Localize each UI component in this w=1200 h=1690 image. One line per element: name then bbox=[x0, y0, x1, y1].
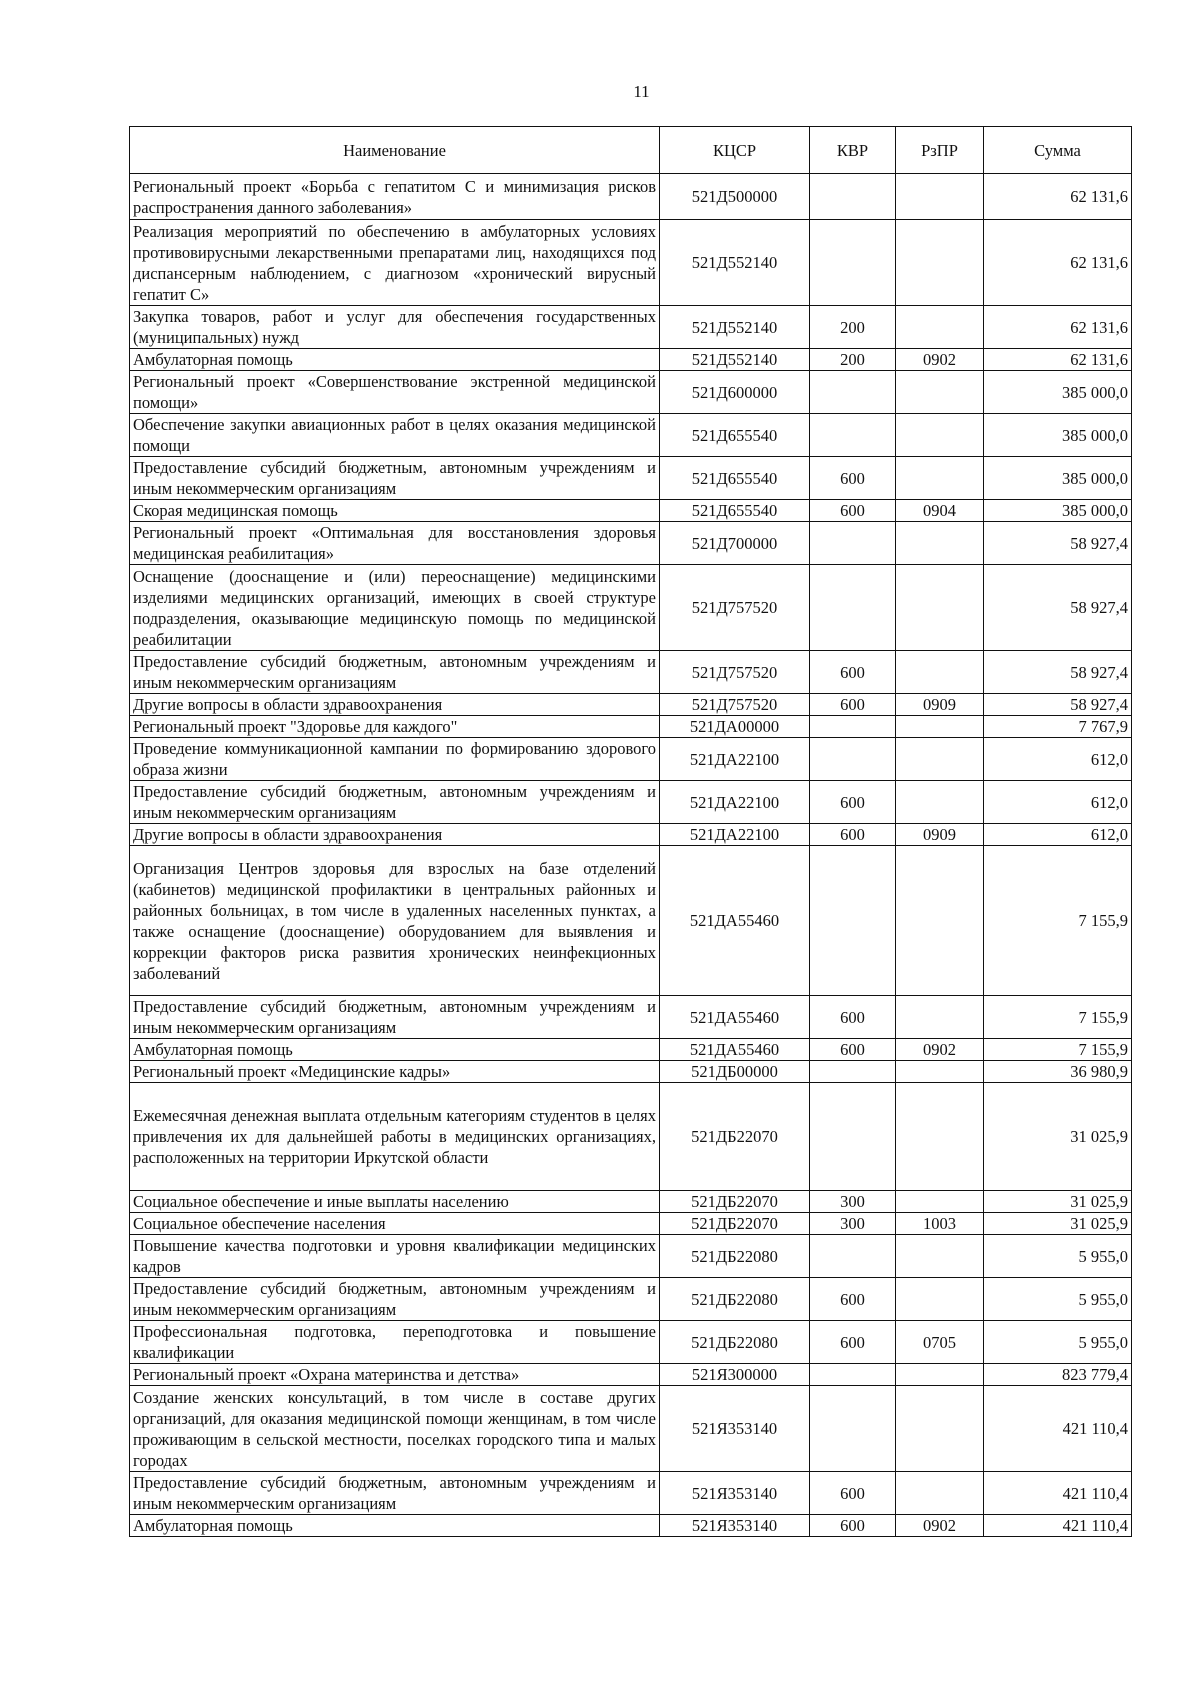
cell-code: 521ДБ00000 bbox=[660, 1061, 810, 1083]
page-number: 11 bbox=[633, 82, 650, 101]
cell-kvr: 600 bbox=[810, 694, 896, 716]
cell-rzpr bbox=[896, 522, 984, 565]
cell-kvr bbox=[810, 1235, 896, 1278]
cell-rzpr bbox=[896, 174, 984, 220]
cell-sum: 62 131,6 bbox=[984, 306, 1132, 349]
cell-rzpr bbox=[896, 1472, 984, 1515]
cell-sum: 385 000,0 bbox=[984, 414, 1132, 457]
cell-code: 521ДА55460 bbox=[660, 996, 810, 1039]
table-row bbox=[130, 1061, 1132, 1083]
cell-sum: 62 131,6 bbox=[984, 349, 1132, 371]
cell-rzpr bbox=[896, 1278, 984, 1321]
cell-name: Ежемесячная денежная выплата отдельным категориям студентов в целях привлечения их для дальнейшей работы в медицинских организациях, расположенных на территории Иркутской области bbox=[130, 1083, 660, 1191]
table-row bbox=[130, 522, 1132, 565]
cell-sum: 7 155,9 bbox=[984, 1039, 1132, 1061]
cell-kvr: 600 bbox=[810, 457, 896, 500]
cell-sum: 421 110,4 bbox=[984, 1386, 1132, 1472]
cell-code: 521Я300000 bbox=[660, 1364, 810, 1386]
cell-kvr: 600 bbox=[810, 1515, 896, 1537]
table-row bbox=[130, 371, 1132, 414]
cell-name: Региональный проект «Оптимальная для восстановления здоровья медицинская реабилитация» bbox=[130, 522, 660, 565]
cell-name: Организация Центров здоровья для взрослых на базе отделений (кабинетов) медицинской профилактики в центральных районных и районных больницах, в том числе в удаленных населенных пунктах, а также оснащение (дооснащение) оборудованием для выявления и коррекции факторов риска развития хронических неинфекционных заболеваний bbox=[130, 846, 660, 996]
budget-table bbox=[129, 126, 1132, 1537]
cell-code: 521ДБ22070 bbox=[660, 1083, 810, 1191]
cell-name: Предоставление субсидий бюджетным, автономным учреждениям и иным некоммерческим организациям bbox=[130, 651, 660, 694]
cell-rzpr bbox=[896, 414, 984, 457]
table-row bbox=[130, 457, 1132, 500]
cell-sum: 612,0 bbox=[984, 824, 1132, 846]
cell-kvr: 300 bbox=[810, 1191, 896, 1213]
header-name: Наименование bbox=[130, 127, 660, 174]
cell-kvr: 600 bbox=[810, 500, 896, 522]
cell-sum: 5 955,0 bbox=[984, 1235, 1132, 1278]
cell-name: Социальное обеспечение и иные выплаты населению bbox=[130, 1191, 660, 1213]
cell-sum: 58 927,4 bbox=[984, 522, 1132, 565]
table-row bbox=[130, 651, 1132, 694]
cell-rzpr bbox=[896, 565, 984, 651]
cell-sum: 5 955,0 bbox=[984, 1278, 1132, 1321]
cell-kvr: 600 bbox=[810, 651, 896, 694]
cell-rzpr bbox=[896, 457, 984, 500]
cell-code: 521Я353140 bbox=[660, 1386, 810, 1472]
cell-kvr bbox=[810, 846, 896, 996]
cell-sum: 385 000,0 bbox=[984, 371, 1132, 414]
cell-name: Другие вопросы в области здравоохранения bbox=[130, 824, 660, 846]
cell-code: 521Я353140 bbox=[660, 1515, 810, 1537]
cell-rzpr bbox=[896, 371, 984, 414]
cell-name: Региональный проект «Борьба с гепатитом С и минимизация рисков распространения данного заболевания» bbox=[130, 174, 660, 220]
cell-rzpr bbox=[896, 996, 984, 1039]
cell-rzpr: 0909 bbox=[896, 824, 984, 846]
table-row bbox=[130, 500, 1132, 522]
cell-code: 521ДБ22080 bbox=[660, 1321, 810, 1364]
cell-kvr bbox=[810, 1083, 896, 1191]
cell-name: Другие вопросы в области здравоохранения bbox=[130, 694, 660, 716]
cell-rzpr bbox=[896, 220, 984, 306]
table-row bbox=[130, 1364, 1132, 1386]
cell-sum: 58 927,4 bbox=[984, 565, 1132, 651]
cell-code: 521Д655540 bbox=[660, 500, 810, 522]
cell-rzpr bbox=[896, 1364, 984, 1386]
cell-sum: 62 131,6 bbox=[984, 220, 1132, 306]
table-row bbox=[130, 1386, 1132, 1472]
cell-rzpr bbox=[896, 846, 984, 996]
cell-rzpr bbox=[896, 738, 984, 781]
cell-rzpr: 1003 bbox=[896, 1213, 984, 1235]
cell-name: Создание женских консультаций, в том числе в составе других организаций, для оказания медицинской помощи женщинам, в том числе проживающим в сельской местности, поселках городского типа и малых городах bbox=[130, 1386, 660, 1472]
cell-name: Региональный проект «Охрана материнства и детства» bbox=[130, 1364, 660, 1386]
cell-name: Региональный проект "Здоровье для каждого" bbox=[130, 716, 660, 738]
cell-rzpr bbox=[896, 1386, 984, 1472]
cell-kvr: 200 bbox=[810, 349, 896, 371]
cell-rzpr: 0904 bbox=[896, 500, 984, 522]
cell-code: 521Я353140 bbox=[660, 1472, 810, 1515]
cell-code: 521ДБ22070 bbox=[660, 1213, 810, 1235]
cell-name: Амбулаторная помощь bbox=[130, 1039, 660, 1061]
table-row bbox=[130, 781, 1132, 824]
cell-name: Региональный проект «Медицинские кадры» bbox=[130, 1061, 660, 1083]
cell-code: 521ДБ22080 bbox=[660, 1278, 810, 1321]
table-body bbox=[130, 174, 1132, 1537]
cell-code: 521Д757520 bbox=[660, 651, 810, 694]
cell-code: 521Д757520 bbox=[660, 694, 810, 716]
cell-kvr bbox=[810, 174, 896, 220]
table-row bbox=[130, 824, 1132, 846]
cell-rzpr bbox=[896, 651, 984, 694]
cell-code: 521Д600000 bbox=[660, 371, 810, 414]
cell-kvr: 200 bbox=[810, 306, 896, 349]
table-row bbox=[130, 414, 1132, 457]
cell-code: 521Д500000 bbox=[660, 174, 810, 220]
cell-kvr bbox=[810, 220, 896, 306]
cell-code: 521Д655540 bbox=[660, 414, 810, 457]
cell-sum: 31 025,9 bbox=[984, 1191, 1132, 1213]
cell-kvr bbox=[810, 738, 896, 781]
cell-kvr: 600 bbox=[810, 1321, 896, 1364]
table-row bbox=[130, 565, 1132, 651]
cell-kvr bbox=[810, 716, 896, 738]
cell-code: 521Д700000 bbox=[660, 522, 810, 565]
cell-kvr bbox=[810, 371, 896, 414]
cell-rzpr bbox=[896, 1191, 984, 1213]
cell-sum: 58 927,4 bbox=[984, 651, 1132, 694]
cell-name: Профессиональная подготовка, переподготовка и повышение квалификации bbox=[130, 1321, 660, 1364]
cell-sum: 31 025,9 bbox=[984, 1083, 1132, 1191]
header-rzpr: РзПР bbox=[896, 127, 984, 174]
cell-kvr: 600 bbox=[810, 781, 896, 824]
cell-name: Закупка товаров, работ и услуг для обеспечения государственных (муниципальных) нужд bbox=[130, 306, 660, 349]
cell-name: Предоставление субсидий бюджетным, автономным учреждениям и иным некоммерческим организациям bbox=[130, 1278, 660, 1321]
cell-code: 521Д552140 bbox=[660, 220, 810, 306]
cell-kvr bbox=[810, 1061, 896, 1083]
cell-sum: 36 980,9 bbox=[984, 1061, 1132, 1083]
cell-name: Предоставление субсидий бюджетным, автономным учреждениям и иным некоммерческим организациям bbox=[130, 1472, 660, 1515]
cell-name: Повышение качества подготовки и уровня квалификации медицинских кадров bbox=[130, 1235, 660, 1278]
cell-rzpr bbox=[896, 1235, 984, 1278]
cell-rzpr: 0902 bbox=[896, 1515, 984, 1537]
cell-kvr bbox=[810, 565, 896, 651]
cell-rzpr: 0902 bbox=[896, 349, 984, 371]
cell-rzpr bbox=[896, 306, 984, 349]
cell-name: Амбулаторная помощь bbox=[130, 349, 660, 371]
table-row bbox=[130, 1235, 1132, 1278]
cell-sum: 7 155,9 bbox=[984, 846, 1132, 996]
table-row bbox=[130, 716, 1132, 738]
cell-kvr: 600 bbox=[810, 1472, 896, 1515]
table-row bbox=[130, 996, 1132, 1039]
cell-name: Предоставление субсидий бюджетным, автономным учреждениям и иным некоммерческим организациям bbox=[130, 996, 660, 1039]
cell-rzpr bbox=[896, 1083, 984, 1191]
cell-sum: 62 131,6 bbox=[984, 174, 1132, 220]
cell-kvr: 600 bbox=[810, 824, 896, 846]
cell-code: 521ДА00000 bbox=[660, 716, 810, 738]
table-row bbox=[130, 1039, 1132, 1061]
table-row bbox=[130, 846, 1132, 996]
cell-rzpr bbox=[896, 716, 984, 738]
cell-kvr: 600 bbox=[810, 1039, 896, 1061]
cell-sum: 31 025,9 bbox=[984, 1213, 1132, 1235]
cell-rzpr bbox=[896, 781, 984, 824]
cell-rzpr bbox=[896, 1061, 984, 1083]
cell-name: Реализация мероприятий по обеспечению в амбулаторных условиях противовирусными лекарственными препаратами лиц, находящихся под диспансерным наблюдением, с диагнозом «хронический вирусный гепатит С» bbox=[130, 220, 660, 306]
cell-name: Амбулаторная помощь bbox=[130, 1515, 660, 1537]
table-row bbox=[130, 349, 1132, 371]
cell-sum: 7 767,9 bbox=[984, 716, 1132, 738]
cell-name: Скорая медицинская помощь bbox=[130, 500, 660, 522]
cell-code: 521ДА22100 bbox=[660, 824, 810, 846]
table-row bbox=[130, 1191, 1132, 1213]
table-row bbox=[130, 738, 1132, 781]
cell-name: Оснащение (дооснащение и (или) переоснащение) медицинскими изделиями медицинских организаций, имеющих в своей структуре подразделения, оказывающие медицинскую помощь по медицинской реабилитации bbox=[130, 565, 660, 651]
cell-code: 521Д552140 bbox=[660, 349, 810, 371]
table-row bbox=[130, 1515, 1132, 1537]
cell-kvr: 600 bbox=[810, 1278, 896, 1321]
cell-code: 521ДБ22080 bbox=[660, 1235, 810, 1278]
table-row bbox=[130, 1321, 1132, 1364]
cell-sum: 421 110,4 bbox=[984, 1515, 1132, 1537]
cell-name: Проведение коммуникационной кампании по формированию здорового образа жизни bbox=[130, 738, 660, 781]
cell-kvr bbox=[810, 414, 896, 457]
cell-kvr bbox=[810, 522, 896, 565]
table-row bbox=[130, 1472, 1132, 1515]
header-code: КЦСР bbox=[660, 127, 810, 174]
cell-code: 521Д757520 bbox=[660, 565, 810, 651]
cell-code: 521ДА22100 bbox=[660, 781, 810, 824]
cell-code: 521Д655540 bbox=[660, 457, 810, 500]
cell-rzpr: 0909 bbox=[896, 694, 984, 716]
cell-kvr: 600 bbox=[810, 996, 896, 1039]
cell-sum: 385 000,0 bbox=[984, 457, 1132, 500]
cell-code: 521ДА22100 bbox=[660, 738, 810, 781]
table-row bbox=[130, 694, 1132, 716]
cell-name: Предоставление субсидий бюджетным, автономным учреждениям и иным некоммерческим организациям bbox=[130, 781, 660, 824]
cell-name: Социальное обеспечение населения bbox=[130, 1213, 660, 1235]
cell-sum: 823 779,4 bbox=[984, 1364, 1132, 1386]
cell-kvr: 300 bbox=[810, 1213, 896, 1235]
table-row bbox=[130, 1083, 1132, 1191]
table-row bbox=[130, 1213, 1132, 1235]
cell-name: Предоставление субсидий бюджетным, автономным учреждениям и иным некоммерческим организациям bbox=[130, 457, 660, 500]
cell-sum: 612,0 bbox=[984, 781, 1132, 824]
cell-sum: 421 110,4 bbox=[984, 1472, 1132, 1515]
cell-kvr bbox=[810, 1364, 896, 1386]
table-row bbox=[130, 1278, 1132, 1321]
table-row bbox=[130, 220, 1132, 306]
table-header-row bbox=[130, 127, 1132, 174]
header-kvr: КВР bbox=[810, 127, 896, 174]
cell-code: 521ДА55460 bbox=[660, 846, 810, 996]
cell-sum: 612,0 bbox=[984, 738, 1132, 781]
header-sum: Сумма bbox=[984, 127, 1132, 174]
table-row bbox=[130, 306, 1132, 349]
cell-rzpr: 0705 bbox=[896, 1321, 984, 1364]
table-row bbox=[130, 174, 1132, 220]
cell-name: Обеспечение закупки авиационных работ в целях оказания медицинской помощи bbox=[130, 414, 660, 457]
cell-code: 521Д552140 bbox=[660, 306, 810, 349]
cell-name: Региональный проект «Совершенствование экстренной медицинской помощи» bbox=[130, 371, 660, 414]
cell-sum: 385 000,0 bbox=[984, 500, 1132, 522]
cell-sum: 58 927,4 bbox=[984, 694, 1132, 716]
cell-code: 521ДБ22070 bbox=[660, 1191, 810, 1213]
cell-sum: 5 955,0 bbox=[984, 1321, 1132, 1364]
cell-sum: 7 155,9 bbox=[984, 996, 1132, 1039]
cell-code: 521ДА55460 bbox=[660, 1039, 810, 1061]
cell-kvr bbox=[810, 1386, 896, 1472]
cell-rzpr: 0902 bbox=[896, 1039, 984, 1061]
